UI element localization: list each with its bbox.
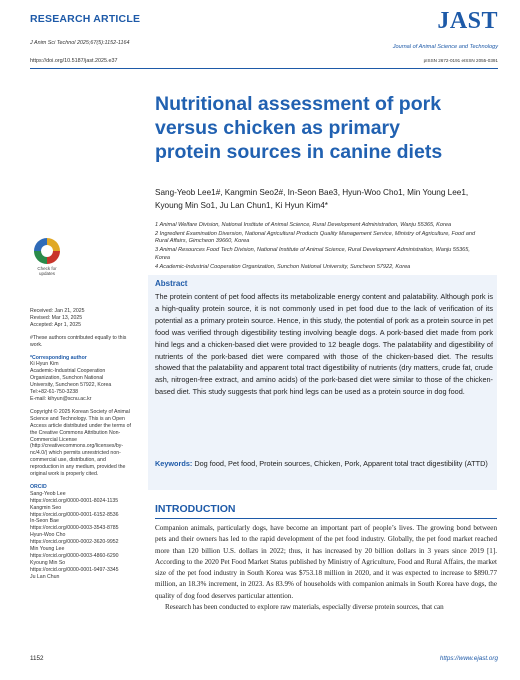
keywords-list: Dog food, Pet food, Protein sources, Chicken, Pork, Apparent total tract digestibility (ATTD) [194,459,488,468]
journal-name: Journal of Animal Science and Technology [392,44,498,50]
abstract-text: The protein content of pet food affects its metabolizable energy content and palatability. Although pork is a high-quality protein source, it is not commonly used in pet food due to the lack of verification of its potential as a primary protein source. Hence, in this study, the potential of pork as a protein source in pet food was verified through digestibility testing involving beagle dogs. A pork-based diet made from pork hind legs and a chicken-based diet were provided to 12 beagle dogs. The palatability and digestibility of nutrients of the pork-based diet were compared with those of the chicken-based diet. The results showed that the palatability and apparent total tract digestibility of nutrients (dry matters, crude fat, crude ash, nitrogen-free extract, and amino acids) of the pork-based diet were similar to those of the chicken-based diet. This study suggests that pork hind legs can be used as a protein source in dog food. [155,292,493,397]
keywords [155,458,493,470]
issn: pISSN 2672-0191 eISSN 2055-0391 [423,58,498,63]
orcid-name: Kangmin Seo [30,504,62,511]
sidebar [30,308,136,581]
corresponding-author-heading: *Corresponding author [30,354,87,361]
orcid-heading: ORCID [30,483,47,490]
abstract-heading: Abstract [155,279,188,288]
affiliations [155,222,485,272]
affiliation-2: 2 Ingredient Examination Diversion, National Agricultural Products Quality Management Service, Ministry of Agriculture, Food and Rural Affairs, Gimcheon 39660, Korea [155,230,476,245]
doi-link[interactable]: https://doi.org/10.5187/jast.2025.e37 [30,58,118,64]
orcid-link[interactable]: https://orcid.org/0000-0001-8024-1135 [30,497,119,504]
introduction-divider [155,518,497,519]
orcid-name: Hyun-Woo Cho [30,532,66,539]
badge-line1: Check for [37,266,57,271]
corresponding-author-org-3: University, Suncheon 57922, Korea [30,382,112,389]
citation: J Anim Sci Technol 2025;67(5):1152-1164 [30,40,130,46]
introduction-body [155,523,497,613]
orcid-name: Kyoung Min So [30,559,66,566]
introduction-heading: INTRODUCTION [155,503,236,515]
affiliation-1: 1 Animal Welfare Division, National Institute of Animal Science, Rural Development Administration, Wanju 55365, Korea [155,222,452,228]
check-for-updates-badge[interactable] [32,238,62,276]
journal-logo: JAST [437,8,498,34]
journal-url[interactable]: https://www.ejast.org [439,655,498,662]
affiliation-3: 3 Animal Resources Food Tech Division, National Institute of Animal Science, Rural Development Administration, Wanju 55365, Korea [155,247,470,261]
orcid-link[interactable]: https://orcid.org/0000-0003-4860-6290 [30,553,119,559]
orcid-link[interactable]: https://orcid.org/0000-0002-3620-9952 [30,539,119,546]
corresponding-author-tel: Tel:+82-61-750-3238 [30,389,79,396]
corresponding-author-email[interactable]: E-mail: kihyun@scnu.ac.kr [30,395,92,402]
update-icon [34,238,60,264]
affiliation-4: 4 Academic-Industrial Cooperation Organization, Sunchon National University, Suncheon 57922, Korea [155,263,411,270]
badge-line2: updates [38,271,55,277]
corresponding-author-org-2: Organization, Sunchon National [30,375,104,382]
orcid-link[interactable]: https://orcid.org/0000-0001-9497-3345 [30,566,119,573]
accepted-date: Accepted: Apr 1, 2025 [30,321,82,328]
revised-date: Revised: Mar 13, 2025 [30,314,83,321]
intro-paragraph-2: Research has been conducted to explore raw materials, especially diverse protein sources, that can [165,603,444,612]
header-divider [30,68,498,69]
orcid-link[interactable]: https://orcid.org/0000-0001-6152-8536 [30,511,119,518]
corresponding-author-name: Ki Hyun Kim [30,361,59,368]
author-list: Sang-Yeob Lee1#, Kangmin Seo2#, In-Seon Bae3, Hyun-Woo Cho1, Min Young Lee1, Kyoung Min So1, Ju Lan Chun1, Ki Hyun Kim4* [155,188,469,210]
corresponding-author-org-1: Academic-Industrial Cooperation [30,368,106,375]
copyright-notice: Copyright © 2025 Korean Society of Animal Science and Technology. This is an Open Access article distributed under the terms of the Creative Commons Attribution Non-Commercial License (http://creativecommons.org/licenses/by-nc/4.0/) which permits unrestricted non-commercial use, distribution, and reproduction in any medium, provided the original work is properly cited. [30,408,131,478]
intro-paragraph-1: Companion animals, particularly dogs, have become an important part of people’s lives. The growing bond between pets and their owners has led to the rapid development of the pet food industry. Globally, the pet food market reached more than 120 billion U.S. dollars in 2022; thus, it has increased by 20 billion dollars in 3 years since 2019 [1]. According to the 2020 Pet Food Market Status published by Ministry of Agriculture, Food and Rural Affairs, the market size of the pet food industry in South Korea was $753.18 million in 2020, and it was expected to increase to $890.77 million, an 18.3% increment, in 2023. As 83.9% of households with companion animals in South Korea have dogs, the quality of dog food deserves particular attention. [155,524,497,600]
equal-contribution-note: #These authors contributed equally to this work. [30,334,127,348]
orcid-name: Min Young Lee [30,546,65,553]
article-type: RESEARCH ARTICLE [30,13,141,25]
orcid-name: Sang-Yeob Lee [30,490,66,497]
orcid-link[interactable]: https://orcid.org/0000-0003-3543-8785 [30,525,119,532]
orcid-name: Ju Lan Chun [30,573,60,580]
page-number: 1152 [30,655,44,662]
keywords-label: Keywords: [155,459,193,468]
orcid-name: In-Seon Bae [30,518,59,525]
received-date: Received: Jan 21, 2025 [30,308,85,314]
article-title: Nutritional assessment of pork versus chicken as primary protein sources in canine diets [155,93,443,163]
